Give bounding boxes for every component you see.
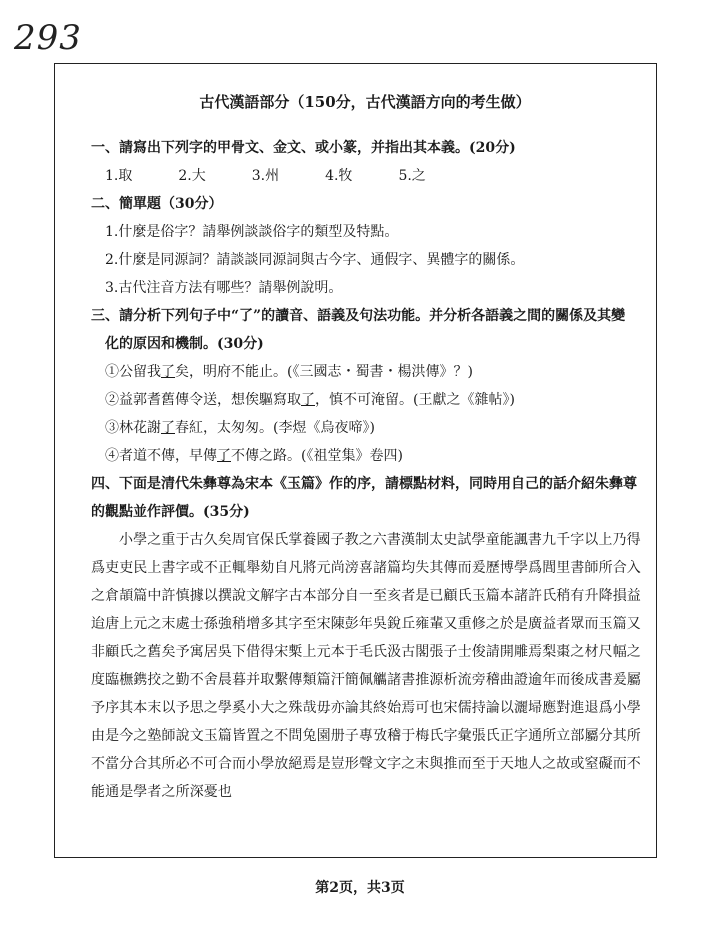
footer-page-number: 2 [329,880,339,896]
passage-line: 迨唐上元之末處士孫強稍增多其字至宋陳彭年吳銳丘雍輩又重修之於是廣益者眾而玉篇又 [91,616,641,632]
underlined-le: 了 [161,364,175,380]
page-title: 古代漢語部分（150分，古代漢語方向的考生做） [199,93,531,111]
q3-heading-line2: 化的原因和機制。(30分) [105,336,264,352]
q3-example [91,414,639,442]
page-footer [0,877,720,897]
footer-text: 第 [315,880,330,896]
footer-total-pages: 3 [381,880,391,896]
footer-text: 页 [390,880,405,896]
example-text: ①公留我 [105,364,161,380]
q2-item: 3.古代注音方法有哪些？請舉例說明。 [105,280,343,296]
q1-option: 5.之 [398,168,426,184]
q3-example [91,386,639,414]
example-text: ②益郭耆舊傳令送，想俟驅寫取 [105,392,301,408]
example-text: 矣，明府不能止。(《三國志・蜀書・楊洪傳》？) [175,364,473,380]
q1-option: 1.取 [105,168,133,184]
q4-heading-line2: 的觀點並作評價。(35分) [91,504,250,520]
example-text: ④者道不傳，早傳 [105,448,217,464]
exam-content [91,91,639,806]
underlined-le: 了 [161,420,175,436]
q2-item: 2.什麼是同源詞？請談談同源詞與古今字、通假字、異體字的關係。 [105,252,525,268]
passage-line: 小學之重于古久矣周官保氏掌養國子教之六書漢制太史試學童能諷書九千字以上乃得 [119,532,641,548]
passage-line: 度臨橅鎸挍之勤不舍晨暮并取繫傳類篇汗簡佩觿諸書推源析流旁稽曲證逾年而後成書爰屬 [91,672,641,688]
handwritten-page-number: 293 [14,18,82,58]
passage-line: 由是今之塾師說文玉篇皆置之不問兔園册子專攷稽于梅氏字彙張氏正字通所立部屬分其所 [91,728,641,744]
q3-heading-line1: 三、請分析下列句子中“了”的讀音、語義及句法功能。并分析各語義之間的關係及其變 [91,308,626,324]
q2-heading: 二、簡單題（30分） [91,196,223,212]
passage-line: 能通是學者之所深憂也 [91,784,232,800]
exam-frame [54,63,657,858]
underlined-le: 了 [217,448,231,464]
q3-example [91,442,639,470]
q1-options [91,162,639,190]
underlined-le: 了 [301,392,315,408]
q1-heading: 一、請寫出下列字的甲骨文、金文、或小篆，并指出其本義。(20分) [91,140,516,156]
q4-passage [91,526,639,806]
q1-option: 3.州 [251,168,280,184]
q1-option: 2.大 [178,168,206,184]
q2-item: 1.什麼是俗字？請舉例談談俗字的類型及特點。 [105,224,399,240]
passage-line: 不當分合其所必不可合而小學放絕焉是豈形聲文字之末與推而至于天地人之故或窒礙而不 [91,756,641,772]
q4-heading-line1: 四、下面是清代朱彝尊為宋本《玉篇》作的序，請標點材料，同時用自己的話介紹朱彝尊 [91,476,637,492]
example-text: ，慎不可淹留。(王獻之《雜帖》) [315,392,515,408]
q3-example [91,358,639,386]
passage-line: 非顧氏之舊矣予寓居吳下借得宋槧上元本于毛氏汲古閣張子士俊請開雕焉梨棗之材尺幅之 [91,644,641,660]
passage-line: 之倉頡篇中許慎據以撰說文解字古本部分自一至亥者是已顧氏玉篇本諸許氏稍有升降損益 [91,588,641,604]
example-text: 春紅，太匆匆。(李煜《烏夜啼》) [175,420,375,436]
example-text: ③林花謝 [105,420,161,436]
q1-option: 4.牧 [325,168,353,184]
passage-line: 爲吏吏民上書字或不正輒舉劾自凡將元尚滂喜諸篇均失其傳而爰歷博學爲閭里書師所合入 [91,560,641,576]
example-text: 不傳之路。(《祖堂集》卷四) [231,448,403,464]
footer-text: 页，共 [339,880,381,896]
passage-line: 予序其本末以予思之學奚小大之殊哉毋亦論其終始焉可也宋儒持論以灑埽應對進退爲小學 [91,700,641,716]
